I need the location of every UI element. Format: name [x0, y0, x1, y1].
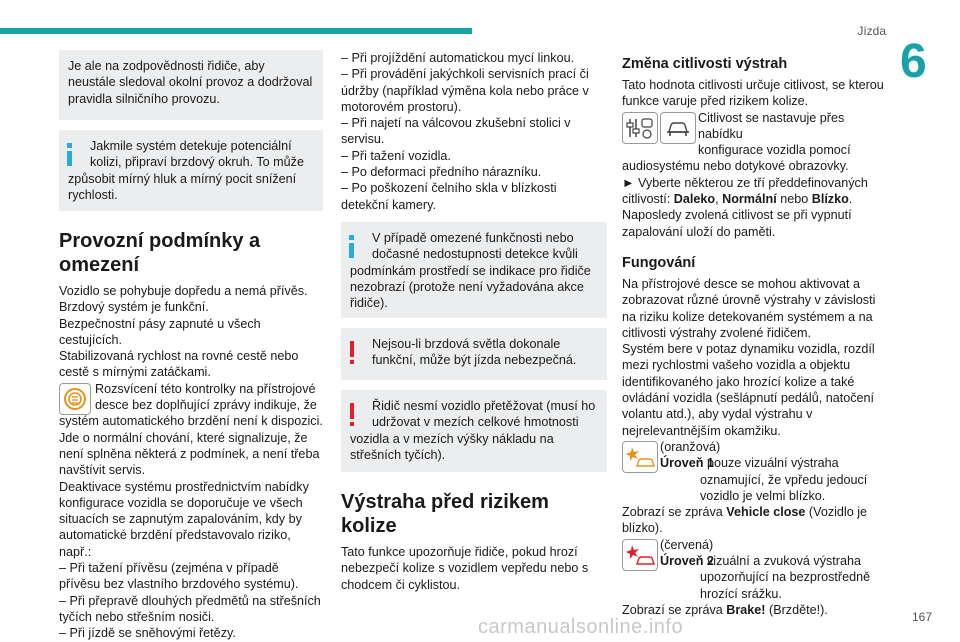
message-brake: Brake! — [726, 602, 766, 617]
warning-text-line1: Nejsou-li brzdová světla dokonale — [372, 336, 561, 351]
text-run: (Vozidlo je blízko). — [622, 505, 868, 536]
level-1-label: Úroveň 1 — [660, 456, 714, 471]
info-box — [341, 222, 607, 318]
watermark: carmanualsonline.info — [478, 616, 684, 638]
warning-text-line2: udržovat v mezích celkové hmotnosti — [372, 415, 579, 430]
paragraph: Brzdový systém je funkční. — [59, 300, 209, 315]
collision-alert-red-icon — [622, 539, 658, 571]
warning-text-line2: funkční, může být jízda nebezpečná. — [372, 353, 577, 368]
settings-icon — [622, 112, 658, 144]
icon-text-line1: Citlivost se nastavuje přes nabídku — [698, 110, 845, 141]
paragraph — [622, 504, 886, 537]
level-1-block — [622, 439, 886, 504]
warning-box — [341, 328, 607, 380]
column-3 — [622, 55, 886, 618]
option-normal: Normální — [722, 192, 777, 207]
paragraph: Na přístrojové desce se mohou aktivovat a zobrazovat různé úrovně výstrahy v závislosti na riziku kolize detekovaném systémem a na citlivosti výstrahy zvolené řidičem. — [622, 276, 876, 340]
paragraph: Jde o normální chování, které signalizuje, že není splněna některá z podmínek, a není třeba navštívit servis. — [59, 430, 320, 478]
icon-paragraph — [59, 381, 323, 430]
paragraph: Tato funkce upozorňuje řidiče, pokud hrozí nebezpečí kolize s vozidlem vepředu nebo s chodcem či cyklistou. — [341, 544, 589, 592]
text-run: , — [715, 192, 723, 207]
paragraph: Vozidlo se pohybuje dopředu a nemá přívěs. — [59, 284, 308, 298]
column-2 — [341, 50, 607, 593]
paragraph: Deaktivace systému prostřednictvím nabídky konfigurace vozidla se doporučuje ve všech situacích se zapnutým zapalováním, kdy by automatické brzdění představovalo riziko, např.: — [59, 479, 309, 559]
paragraph: Bezpečnostní pásy zapnuté u všech cestujících. — [59, 316, 261, 347]
list-item: – Při jízdě se sněhovými řetězy. — [59, 626, 236, 641]
chapter-name: Jízda — [857, 24, 886, 38]
paragraph: Stabilizovaná rychlost na rovné cestě nebo cestě s mírnými zatáčkami. — [59, 349, 299, 380]
text-run: Zobrazí se zpráva — [622, 602, 727, 617]
page-number: 167 — [911, 610, 932, 624]
level-2-block — [622, 537, 886, 602]
warning-text-line1: Řidič nesmí vozidlo přetěžovat (musí ho — [372, 398, 596, 413]
message-vehicle-close: Vehicle close — [726, 505, 806, 520]
level-2-label: Úroveň 2 — [660, 554, 714, 569]
paragraph — [622, 602, 886, 618]
list-item: – Při provádění jakýchkoli servisních prací či údržby (například výměna kola nebo práce v motorovém prostoru). — [341, 67, 589, 114]
info-text-rest: způsobit mírný hluk a mírný pocit snížení rychlosti. — [68, 171, 297, 202]
info-text-line1: V případě omezené funkčnosti nebo — [372, 230, 574, 245]
info-text-line2: dočasné nedostupnosti detekce kvůli — [372, 247, 578, 262]
paragraph: Tato hodnota citlivosti určuje citlivost, se kterou funkce varuje před rizikem kolize. — [622, 78, 884, 109]
icon-paragraph — [622, 110, 886, 175]
level-1-color: (oranžová) — [660, 439, 721, 454]
text-run: Zobrazí se zpráva — [622, 505, 727, 520]
top-accent-bar — [0, 28, 472, 34]
text-run: (Brzděte!). — [765, 602, 828, 617]
info-box — [59, 130, 323, 211]
section-heading: Výstraha před rizikem kolize — [341, 490, 549, 537]
warning-text-rest: vozidla a v mezích výšky nákladu na střešních tyčích). — [350, 431, 554, 462]
icon-text-line1: Rozsvícení této kontrolky na přístrojové — [95, 381, 316, 396]
note-box — [59, 50, 323, 120]
list-item: – Po deformaci předního nárazníku. — [341, 165, 542, 180]
collision-alert-orange-icon — [622, 441, 658, 473]
car-icon — [660, 112, 696, 144]
icon-text-rest: audiosystému nebo dotykové obrazovky. — [622, 159, 849, 174]
option-near: Blízko — [811, 192, 849, 207]
conditions-text — [59, 283, 323, 381]
brake-warning-icon — [59, 383, 91, 415]
icon-text-rest: systém automatického brzdění není k dispozici. — [59, 414, 323, 429]
column-1 — [59, 50, 323, 642]
subheading: Fungování — [622, 254, 696, 271]
list-item: – Při projíždění automatickou mycí linkou. — [341, 51, 575, 65]
info-text-line2: kolizi, připraví brzdový okruh. To může — [90, 155, 304, 170]
subheading: Změna citlivosti výstrah — [622, 56, 788, 72]
icon-text-line2: konfigurace vozidla pomocí — [698, 143, 851, 158]
info-text-rest: podmínkám prostředí se indikace pro řidiče nezobrazí (protože není vyžadována akce řidiče). — [350, 263, 591, 311]
info-text-line1: Jakmile systém detekuje potenciální — [90, 139, 292, 153]
text-run: ► Vyberte některou ze tří předdefinovaných citlivostí: — [622, 175, 868, 207]
note-text: Je ale na zodpovědnosti řidiče, aby neustále sledoval okolní provoz a dodržoval pravidla silničního provozu. — [68, 59, 313, 106]
list-item: – Při najetí na válcovou zkušební stolici v servisu. — [341, 116, 571, 147]
text-run: . — [848, 192, 853, 207]
list-item: – Po poškození čelního skla v blízkosti detekční kamery. — [341, 181, 557, 212]
section-heading: Provozní podmínky a omezení — [59, 230, 261, 276]
list-item: – Při přepravě dlouhých předmětů na střešních tyčích nebo střešním nosiči. — [59, 593, 321, 624]
warning-box — [341, 390, 607, 472]
level-2-color: (červená) — [660, 537, 714, 552]
icon-text-line2: desce bez doplňující zprávy indikuje, že — [95, 398, 317, 413]
level-1-desc: : pouze vizuální výstraha oznamující, že vpředu jedoucí vozidlo je velmi blízko. — [700, 456, 868, 503]
level-2-desc: : vizuální a zvuková výstraha upozorňující na bezprostředně hrozící srážku. — [700, 554, 871, 601]
paragraph: Systém bere v potaz dynamiku vozidla, rozdíl mezi rychlostmi vašeho vozidla a objektu identifikovaného jako hrozící kolize a také ovládání vozidla (sešlápnutí pedálů, natočení volantu atd.), aby vydal výstrahu v nejrelevantnějším okamžiku. — [622, 342, 875, 438]
option-far: Daleko — [673, 192, 716, 207]
paragraph: Naposledy zvolená citlivost se při vypnutí zapalování uloží do paměti. — [622, 208, 852, 239]
paragraph — [622, 175, 886, 208]
text-run: nebo — [776, 192, 812, 207]
list-item: – Při tažení vozidla. — [341, 148, 451, 163]
chapter-number: 6 — [900, 35, 927, 88]
list-item: – Při tažení přívěsu (zejména v případě přívěsu bez vlastního brzdového systému). — [59, 561, 299, 592]
